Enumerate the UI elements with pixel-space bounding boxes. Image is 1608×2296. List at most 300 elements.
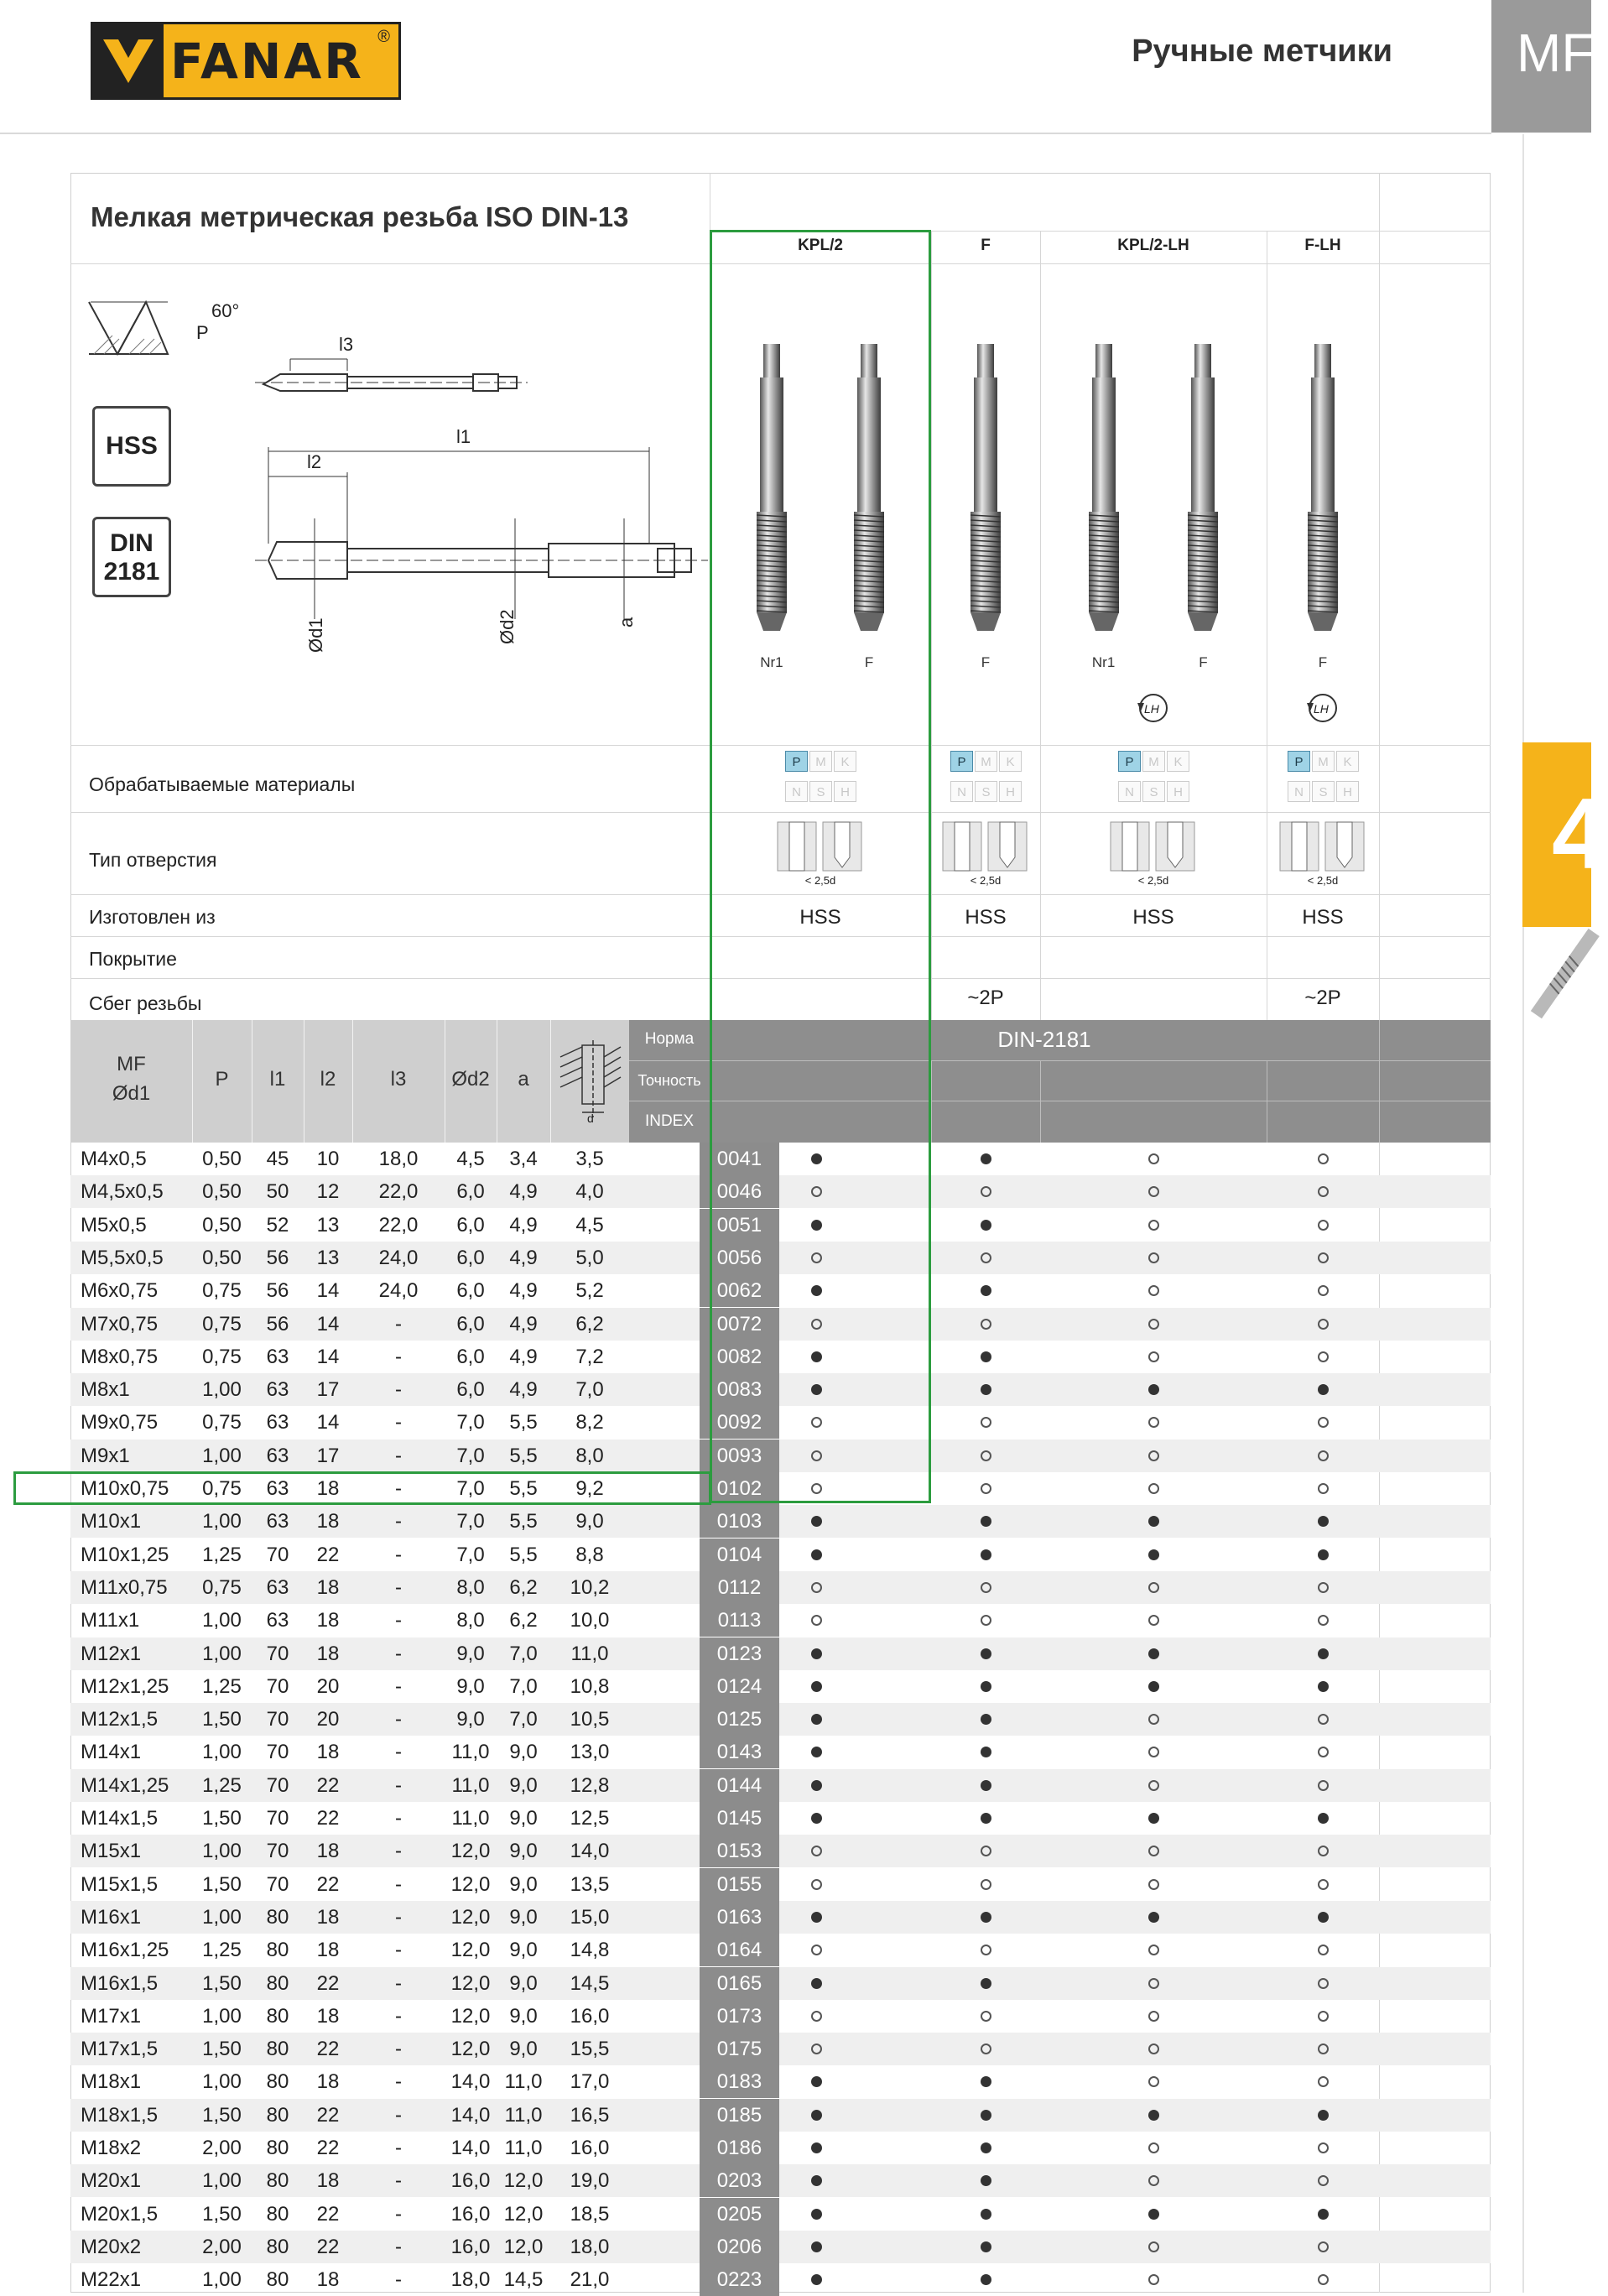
cell-d2: 12,0 xyxy=(450,1905,491,1929)
availability-empty-dot xyxy=(1148,1879,1159,1890)
cell-mf: M16x1 xyxy=(81,1905,142,1929)
cell-mf: M12x1,25 xyxy=(81,1674,169,1698)
cell-d: 16,5 xyxy=(570,2103,610,2127)
hss-badge: HSS xyxy=(92,406,171,487)
cell-l3: - xyxy=(395,1543,402,1566)
cell-a: 4,9 xyxy=(509,1345,538,1368)
cell-d2: 6,0 xyxy=(456,1213,485,1237)
cell-p: 0,75 xyxy=(202,1575,242,1599)
cell-d2: 6,0 xyxy=(456,1312,485,1335)
cell-index: 0072 xyxy=(700,1308,779,1341)
drill-diameter-icon xyxy=(554,1040,626,1124)
cell-p: 0,75 xyxy=(202,1345,242,1368)
pitch-label: P xyxy=(196,322,209,343)
cell-p: 1,50 xyxy=(202,1971,242,1995)
availability-filled-dot xyxy=(1148,1384,1159,1395)
material-n-badge: N xyxy=(1118,781,1141,802)
hole-type-icon xyxy=(941,820,1030,888)
cell-l2: 17 xyxy=(316,1378,340,1402)
availability-filled-dot xyxy=(981,1747,991,1757)
made-of-value: HSS xyxy=(965,906,1007,929)
cell-mf: M7x0,75 xyxy=(81,1312,159,1335)
availability-empty-dot xyxy=(981,1615,991,1626)
cell-a: 9,0 xyxy=(509,1807,538,1830)
cell-l2: 18 xyxy=(316,2070,340,2094)
availability-empty-dot xyxy=(1318,2011,1329,2022)
label-coating: Покрытие xyxy=(89,948,177,970)
cell-l1: 50 xyxy=(266,1180,289,1204)
cell-l2: 10 xyxy=(316,1148,340,1170)
material-n-badge: N xyxy=(950,781,973,802)
availability-filled-dot xyxy=(981,2076,991,2087)
cell-d: 3,5 xyxy=(575,1148,604,1170)
availability-filled-dot xyxy=(981,2209,991,2220)
availability-filled-dot xyxy=(1318,1681,1329,1692)
cell-a: 14,5 xyxy=(503,2268,544,2292)
cell-p: 1,50 xyxy=(202,2038,242,2061)
material-p-badge: P xyxy=(785,751,808,772)
norm-value: DIN-2181 xyxy=(997,1027,1091,1052)
cell-l1: 70 xyxy=(266,1741,289,1764)
cell-l2: 18 xyxy=(316,1477,340,1500)
cell-l1: 56 xyxy=(266,1246,289,1269)
cell-l3: - xyxy=(395,1905,402,1929)
tap-image-icon xyxy=(960,336,1011,638)
document-title: Мелкая метрическая резьба ISO DIN-13 xyxy=(91,201,629,232)
table-row xyxy=(70,1703,1491,1736)
cell-d: 5,2 xyxy=(575,1279,604,1303)
hole-type-icon xyxy=(1109,820,1198,888)
cell-l2: 14 xyxy=(316,1312,340,1335)
cell-index: 0113 xyxy=(700,1604,779,1637)
cell-a: 11,0 xyxy=(504,2070,543,2094)
svg-text:< 2,5d: < 2,5d xyxy=(1137,874,1169,887)
availability-filled-dot xyxy=(981,1912,991,1923)
availability-empty-dot xyxy=(1318,1153,1329,1164)
dim-d2-label: Ød2 xyxy=(497,609,518,644)
availability-empty-dot xyxy=(1148,1978,1159,1989)
cell-d: 19,0 xyxy=(570,2169,610,2193)
cell-mf: M20x2 xyxy=(81,2235,142,2258)
cell-index: 0173 xyxy=(700,2000,779,2033)
material-s-badge: S xyxy=(975,781,997,802)
material-n-badge: N xyxy=(1288,781,1310,802)
availability-empty-dot xyxy=(1148,1483,1159,1494)
cell-mf: M14x1,25 xyxy=(81,1773,169,1797)
availability-filled-dot xyxy=(811,2209,822,2220)
cell-l3: - xyxy=(395,2235,402,2258)
cell-l1: 80 xyxy=(266,2268,289,2292)
availability-empty-dot xyxy=(1318,1417,1329,1428)
cell-mf: M18x2 xyxy=(81,2137,142,2159)
grid-line xyxy=(1379,1020,1380,1143)
availability-empty-dot xyxy=(811,2043,822,2054)
availability-empty-dot xyxy=(1318,1252,1329,1263)
availability-empty-dot xyxy=(981,1945,991,1955)
availability-empty-dot xyxy=(811,1582,822,1593)
cell-index: 0144 xyxy=(700,1769,779,1802)
cell-d: 8,0 xyxy=(575,1444,604,1467)
logo-registered: ® xyxy=(377,28,390,46)
table-row xyxy=(70,1538,1491,1571)
table-row xyxy=(70,1868,1491,1901)
cell-d: 8,8 xyxy=(575,1543,604,1566)
cell-d2: 6,0 xyxy=(456,1180,485,1204)
material-h-badge: H xyxy=(1167,781,1189,802)
cell-l2: 13 xyxy=(316,1213,340,1237)
availability-filled-dot xyxy=(1318,1813,1329,1824)
header-divider xyxy=(0,133,1491,134)
cell-d: 9,0 xyxy=(575,1510,604,1533)
label-runout: Сбег резьбы xyxy=(89,992,202,1014)
cell-l3: - xyxy=(395,1807,402,1830)
cell-a: 4,9 xyxy=(509,1213,538,1237)
cell-l2: 22 xyxy=(316,1872,340,1896)
cell-l1: 80 xyxy=(266,2137,289,2159)
tap-code-label: F xyxy=(1318,654,1328,670)
cell-d: 16,0 xyxy=(570,2137,610,2159)
availability-filled-dot xyxy=(1318,1384,1329,1395)
cell-p: 1,00 xyxy=(202,1378,242,1402)
material-p-badge: P xyxy=(1288,751,1310,772)
cell-d2: 9,0 xyxy=(456,1642,485,1665)
availability-filled-dot xyxy=(981,1153,991,1164)
cell-d2: 16,0 xyxy=(450,2202,491,2226)
column-header-0: KPL/2 xyxy=(798,237,843,254)
cell-l1: 80 xyxy=(266,1971,289,1995)
page-title: Ручные метчики xyxy=(1132,34,1392,69)
availability-empty-dot xyxy=(981,2011,991,2022)
availability-empty-dot xyxy=(1318,1186,1329,1197)
material-k-badge: K xyxy=(1167,751,1189,772)
cell-l1: 70 xyxy=(266,1674,289,1698)
cell-l2: 18 xyxy=(316,1905,340,1929)
cell-l3: - xyxy=(395,1840,402,1863)
availability-empty-dot xyxy=(1148,1351,1159,1362)
cell-index: 0143 xyxy=(700,1736,779,1768)
availability-empty-dot xyxy=(1318,2175,1329,2186)
cell-d: 10,0 xyxy=(570,1609,610,1632)
availability-filled-dot xyxy=(1148,2209,1159,2220)
cell-a: 12,0 xyxy=(503,2235,544,2258)
availability-empty-dot xyxy=(981,1252,991,1263)
grid-line xyxy=(1040,231,1041,1020)
cell-mf: M4x0,5 xyxy=(81,1148,147,1170)
material-k-badge: K xyxy=(834,751,856,772)
cell-index: 0165 xyxy=(700,1967,779,2000)
cell-p: 0,50 xyxy=(202,1246,242,1269)
cell-l3: - xyxy=(395,1642,402,1665)
availability-empty-dot xyxy=(1148,1945,1159,1955)
cell-index: 0203 xyxy=(700,2164,779,2197)
tap-image-icon xyxy=(1079,336,1129,638)
cell-l2: 22 xyxy=(316,1543,340,1566)
cell-d: 7,0 xyxy=(575,1378,604,1402)
runout-value: ~2P xyxy=(1304,987,1341,1009)
cell-index: 0092 xyxy=(700,1406,779,1439)
cell-mf: M16x1,5 xyxy=(81,1971,159,1995)
availability-filled-dot xyxy=(1318,2110,1329,2121)
made-of-value: HSS xyxy=(1132,906,1174,929)
cell-index: 0093 xyxy=(700,1440,779,1472)
cell-a: 9,0 xyxy=(509,1872,538,1896)
cell-index: 0163 xyxy=(700,1901,779,1934)
availability-filled-dot xyxy=(811,2110,822,2121)
cell-l1: 45 xyxy=(266,1148,289,1170)
material-m-badge: M xyxy=(1142,751,1165,772)
availability-empty-dot xyxy=(1148,1714,1159,1725)
left-hand-rotation-icon xyxy=(1304,691,1342,725)
cell-l3: - xyxy=(395,1444,402,1467)
table-row xyxy=(70,1967,1491,2000)
cell-mf: M22x1 xyxy=(81,2268,142,2292)
cell-d2: 14,0 xyxy=(450,2137,491,2159)
cell-l1: 63 xyxy=(266,1477,289,1500)
cell-l2: 18 xyxy=(316,1609,340,1632)
availability-empty-dot xyxy=(811,2011,822,2022)
cell-d2: 8,0 xyxy=(456,1609,485,1632)
availability-filled-dot xyxy=(981,1780,991,1791)
availability-empty-dot xyxy=(811,1846,822,1856)
availability-filled-dot xyxy=(811,1978,822,1989)
cell-mf: M8x1 xyxy=(81,1378,130,1402)
cell-a: 9,0 xyxy=(509,2038,538,2061)
cell-l1: 63 xyxy=(266,1575,289,1599)
cell-l3: - xyxy=(395,1741,402,1764)
availability-empty-dot xyxy=(1148,1220,1159,1231)
cell-d2: 12,0 xyxy=(450,1971,491,1995)
cell-d: 14,5 xyxy=(570,1971,610,1995)
cell-d: 11,0 xyxy=(570,1642,609,1665)
cell-p: 0,50 xyxy=(202,1213,242,1237)
availability-filled-dot xyxy=(981,1516,991,1527)
svg-text:d: d xyxy=(587,1112,594,1125)
cell-p: 0,75 xyxy=(202,1312,242,1335)
cell-d: 10,2 xyxy=(570,1575,610,1599)
table-row xyxy=(70,1505,1491,1538)
brand-logo xyxy=(91,22,401,100)
cell-a: 5,5 xyxy=(509,1543,538,1566)
cell-p: 1,25 xyxy=(202,1773,242,1797)
table-row xyxy=(70,2065,1491,2098)
cell-l1: 80 xyxy=(266,2202,289,2226)
availability-empty-dot xyxy=(981,1186,991,1197)
cell-d: 10,5 xyxy=(570,1708,610,1731)
cell-l1: 63 xyxy=(266,1510,289,1533)
cell-d2: 6,0 xyxy=(456,1378,485,1402)
table-row xyxy=(70,2231,1491,2263)
availability-empty-dot xyxy=(1318,1879,1329,1890)
cell-l1: 70 xyxy=(266,1840,289,1863)
table-row xyxy=(70,1637,1491,1670)
cell-d: 4,5 xyxy=(575,1213,604,1237)
cell-index: 0112 xyxy=(700,1571,779,1604)
cell-a: 9,0 xyxy=(509,2004,538,2028)
cell-l1: 80 xyxy=(266,2103,289,2127)
cell-d: 17,0 xyxy=(570,2070,610,2094)
label-accuracy: Точность xyxy=(637,1072,701,1089)
cell-l2: 18 xyxy=(316,2268,340,2292)
cell-a: 6,2 xyxy=(509,1575,538,1599)
cell-d: 6,2 xyxy=(575,1312,604,1335)
availability-empty-dot xyxy=(1318,2241,1329,2252)
cell-p: 1,25 xyxy=(202,1939,242,1962)
column-header-1: F xyxy=(981,237,991,254)
table-row xyxy=(70,1934,1491,1966)
availability-empty-dot xyxy=(1318,1780,1329,1791)
svg-text:< 2,5d: < 2,5d xyxy=(804,874,836,887)
cell-p: 1,00 xyxy=(202,2004,242,2028)
table-row xyxy=(70,1736,1491,1768)
cell-a: 4,9 xyxy=(509,1279,538,1303)
cell-index: 0153 xyxy=(700,1835,779,1867)
cell-mf: M20x1,5 xyxy=(81,2202,159,2226)
cell-l1: 80 xyxy=(266,2004,289,2028)
availability-empty-dot xyxy=(1148,1846,1159,1856)
cell-index: 0046 xyxy=(700,1175,779,1208)
cell-p: 1,50 xyxy=(202,2103,242,2127)
table-row xyxy=(70,2164,1491,2197)
availability-empty-dot xyxy=(1148,2274,1159,2285)
cell-mf: M17x1,5 xyxy=(81,2038,159,2061)
availability-empty-dot xyxy=(1148,1582,1159,1593)
cell-mf: M5x0,5 xyxy=(81,1213,147,1237)
cell-l1: 80 xyxy=(266,2169,289,2193)
cell-p: 1,00 xyxy=(202,1741,242,1764)
availability-empty-dot xyxy=(811,1615,822,1626)
cell-l3: - xyxy=(395,2038,402,2061)
cell-mf: M15x1,5 xyxy=(81,1872,159,1896)
cell-l3: - xyxy=(395,2004,402,2028)
availability-filled-dot xyxy=(981,1220,991,1231)
cell-l3: - xyxy=(395,1939,402,1962)
cell-d2: 14,0 xyxy=(450,2070,491,2094)
th-d2: Ød2 xyxy=(451,1068,490,1091)
cell-l2: 14 xyxy=(316,1345,340,1368)
cell-l2: 18 xyxy=(316,2004,340,2028)
availability-empty-dot xyxy=(981,2043,991,2054)
cell-l3: - xyxy=(395,1510,402,1533)
table-row xyxy=(70,1769,1491,1802)
material-n-badge: N xyxy=(785,781,808,802)
material-h-badge: H xyxy=(1336,781,1359,802)
cell-a: 5,5 xyxy=(509,1477,538,1500)
cell-l2: 18 xyxy=(316,2169,340,2193)
cell-l3: - xyxy=(395,1378,402,1402)
cell-d2: 6,0 xyxy=(456,1246,485,1269)
cell-mf: M10x0,75 xyxy=(81,1477,169,1500)
cell-mf: M4,5x0,5 xyxy=(81,1180,164,1204)
availability-empty-dot xyxy=(1148,2175,1159,2186)
availability-filled-dot xyxy=(811,1912,822,1923)
chapter-number: 4 xyxy=(1552,778,1608,890)
availability-empty-dot xyxy=(1318,1615,1329,1626)
cell-p: 1,00 xyxy=(202,1510,242,1533)
svg-text:< 2,5d: < 2,5d xyxy=(1307,874,1339,887)
availability-filled-dot xyxy=(1148,2110,1159,2121)
svg-text:LH: LH xyxy=(1314,702,1329,716)
availability-filled-dot xyxy=(811,1780,822,1791)
cell-p: 1,50 xyxy=(202,1872,242,1896)
cell-l2: 18 xyxy=(316,1939,340,1962)
availability-filled-dot xyxy=(1318,2209,1329,2220)
made-of-value: HSS xyxy=(1302,906,1344,929)
cell-l1: 80 xyxy=(266,1939,289,1962)
cell-d2: 7,0 xyxy=(456,1543,485,1566)
table-row xyxy=(70,2000,1491,2033)
cell-mf: M8x0,75 xyxy=(81,1345,159,1368)
availability-filled-dot xyxy=(981,1978,991,1989)
availability-filled-dot xyxy=(1148,1549,1159,1560)
availability-empty-dot xyxy=(1148,1615,1159,1626)
cell-l2: 18 xyxy=(316,1642,340,1665)
grid-line xyxy=(1040,1060,1041,1143)
availability-empty-dot xyxy=(1148,1417,1159,1428)
availability-filled-dot xyxy=(1148,1813,1159,1824)
cell-mf: M15x1 xyxy=(81,1840,142,1863)
cell-l3: - xyxy=(395,1312,402,1335)
cell-l3: - xyxy=(395,1411,402,1434)
cell-mf: M14x1 xyxy=(81,1741,142,1764)
angle-label: 60° xyxy=(211,300,240,321)
cell-index: 0102 xyxy=(700,1472,779,1505)
cell-d2: 11,0 xyxy=(451,1741,490,1764)
cell-p: 0,50 xyxy=(202,1148,242,1170)
availability-empty-dot xyxy=(811,1945,822,1955)
th-mf: MF xyxy=(117,1053,146,1075)
cell-a: 7,0 xyxy=(509,1674,538,1698)
availability-empty-dot xyxy=(981,1319,991,1330)
cell-l1: 63 xyxy=(266,1444,289,1467)
logo-text: FANAR xyxy=(170,33,364,90)
cell-l1: 70 xyxy=(266,1543,289,1566)
availability-empty-dot xyxy=(1318,1747,1329,1757)
cell-l2: 14 xyxy=(316,1279,340,1303)
availability-empty-dot xyxy=(981,1879,991,1890)
cell-a: 9,0 xyxy=(509,1905,538,1929)
cell-p: 1,00 xyxy=(202,2070,242,2094)
cell-d2: 8,0 xyxy=(456,1575,485,1599)
availability-filled-dot xyxy=(1318,1648,1329,1659)
cell-d: 21,0 xyxy=(570,2268,610,2292)
availability-filled-dot xyxy=(981,1648,991,1659)
cell-d2: 11,0 xyxy=(451,1807,490,1830)
availability-filled-dot xyxy=(811,2076,822,2087)
cell-a: 7,0 xyxy=(509,1642,538,1665)
th-a: a xyxy=(518,1068,529,1091)
cell-l1: 70 xyxy=(266,1642,289,1665)
svg-text:< 2,5d: < 2,5d xyxy=(970,874,1002,887)
cell-mf: M20x1 xyxy=(81,2169,142,2193)
cell-l1: 63 xyxy=(266,1411,289,1434)
cell-l3: - xyxy=(395,1674,402,1698)
highlight-row-frame xyxy=(13,1471,711,1505)
availability-empty-dot xyxy=(981,1483,991,1494)
cell-mf: M14x1,5 xyxy=(81,1807,159,1830)
availability-filled-dot xyxy=(981,2241,991,2252)
table-row xyxy=(70,1604,1491,1637)
cell-index: 0062 xyxy=(700,1274,779,1307)
cell-d: 13,5 xyxy=(570,1872,610,1896)
label-hole-type: Тип отверстия xyxy=(89,849,217,871)
cell-l1: 70 xyxy=(266,1872,289,1896)
cell-d2: 11,0 xyxy=(451,1773,490,1797)
th-l2: l2 xyxy=(320,1068,336,1091)
table-row xyxy=(70,1835,1491,1867)
cell-a: 5,5 xyxy=(509,1411,538,1434)
cell-index: 0056 xyxy=(700,1242,779,1274)
availability-filled-dot xyxy=(811,2274,822,2285)
